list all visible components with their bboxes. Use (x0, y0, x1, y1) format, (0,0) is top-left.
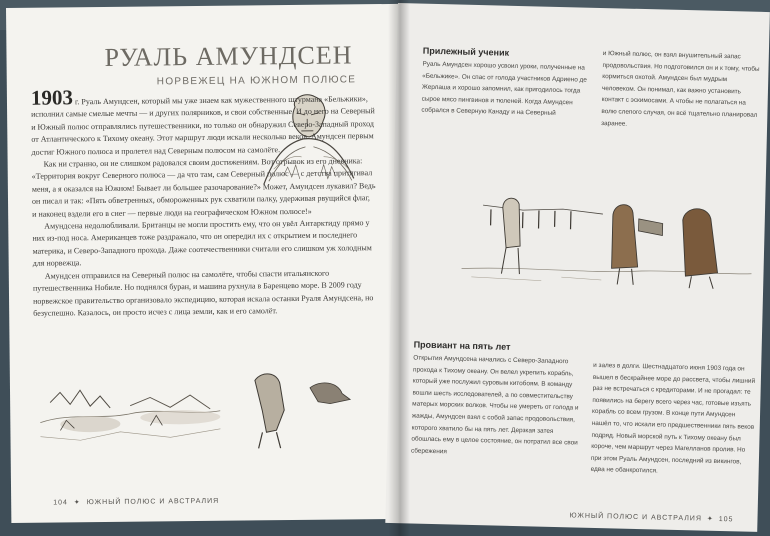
left-footer (53, 497, 219, 507)
sidebar-column: и Южный полюс, он взял внушительный запас продовольствия. Но подготовился он и к тому, чтобы кормиться охотой. Амундсен был мудрым человеком. Он понимал, как важно установить контакт с эскимосами. А чтобы не полагаться на волю слепого случая, он всё тщательно планировал заранее. (601, 50, 760, 128)
drop-year: 1903 (30, 85, 74, 110)
star-icon: ✦ (706, 515, 714, 523)
section-name: ЮЖНЫЙ ПОЛЮС И АВСТРАЛИЯ (86, 497, 220, 507)
section-name: ЮЖНЫЙ ПОЛЮС И АВСТРАЛИЯ (569, 512, 703, 523)
body-column: Открытия Амундсена начались с Северо-Западного прохода к Тихому океану. Он велел укрепить корабль, который уже послужил суровым китобоям. В команду вошли шесть исследователей, а по совместительству матерых морских волков. Чтобы не умереть от голода и жажды, Амундсен взял с собой запас продовольствия, которого хватило бы на пять лет. Дерзкая затея обошлась ему в целое состояние, он потратил все свои сбережения (410, 354, 579, 456)
page-number: 104 (53, 499, 68, 507)
sidebar-heading: Прилежный ученик (422, 45, 510, 58)
page-number: 105 (718, 515, 734, 524)
article-paragraph: 1903 г. Руаль Амундсен, который мы уже знаем как мужественного штурмана «Бельжики», исполнил самые смелые мечты — и других полярников, и свои собственные. И до него на Северный и Южный полюс отправлялись путешественники, но только он обнаружил Северо-Западный проход от Атлантического к Тихому океану. Этот маршрут люди искали несколько веков. Амундсен первым достиг Южного полюса и пролетел над Северным полюсом на самолёте. (30, 85, 375, 157)
section-heading: Провиант на пять лет (413, 339, 511, 352)
article-paragraph: Амундсен отправился на Северный полюс на самолёте, чтобы спасти итальянского путешественника Нобиле. Но поднялся буран, и машина рухнула в Баренцево море. В 2009 году норвежское правительство организовало экспедицию, которая искала останки Руаля Амундсена, но безуспешно. Казалось, он просто исчез с лица земли, как и его самолёт. (32, 268, 374, 318)
page-title: РУАЛЬ АМУНДСЕН (104, 40, 353, 72)
sled-dogs-illustration (30, 359, 387, 458)
left-page (6, 4, 403, 523)
body-column: и залез в долги. Шестнадцатого июня 1903 года он вышел в бескрайнее море до рассвета, чтобы лишний раз не встречаться с кредиторами. И не прогадал: те появились на берегу всего через час, готовые изъять корабль со всем грузом. В конце пути Амундсен нашёл то, что искали его предшественники пять веков подряд. Новый морской путь к Тихому океану был короче, чем маршрут через Магелланов пролив. Но при этом Руаль Амундсен, последний из викингов, едва не обанкротился. (590, 361, 756, 475)
right-page (385, 3, 770, 532)
page-subtitle: НОРВЕЖЕЦ НА ЮЖНОМ ПОЛЮСЕ (156, 74, 357, 88)
article-paragraph: Как ни странно, он не слишком радовался своим достижениям. Вот отрывок из его дневника: «Территория вокруг Северного полюса — да что там, сам Северный полюс — с детства притягивал меня, а я оказался на Южном! Бывает ли большее разочарование?» Может, Амундсен лукавил? Ведь он писал и так: «Пять обветренных, обмороженных рук схватили палку, удерживая рвущийся флаг, и наконец вздели его в снег — первые люди на географическом Южном полюсе!» (31, 156, 376, 219)
camp-figures-illustration (461, 185, 754, 302)
article-body (30, 85, 377, 320)
star-icon: ✦ (73, 499, 81, 507)
sidebar-column: Руаль Амундсен хорошо усвоил уроки, полученные на «Бельжике». Он спас от голода участников Адриено де Жерлаша и хорошо запомнил, как пригодилось тогда сырое мясо пингвинов и тюленей. Когда Амундсен собрался в Северную Канаду и на Северный (421, 60, 587, 118)
book-gutter (388, 0, 410, 536)
article-paragraph: Амундсена недолюбливали. Британцы не могли простить ему, что он увёл Антарктиду прямо у них из-под носа. Американцев тоже раздражало, что он опередил их с открытием и последнего материка, и Северо-Западного прохода. Даже соотечественники считали его слишком уж холодным для норвежца. (32, 218, 372, 269)
right-footer (569, 511, 733, 523)
